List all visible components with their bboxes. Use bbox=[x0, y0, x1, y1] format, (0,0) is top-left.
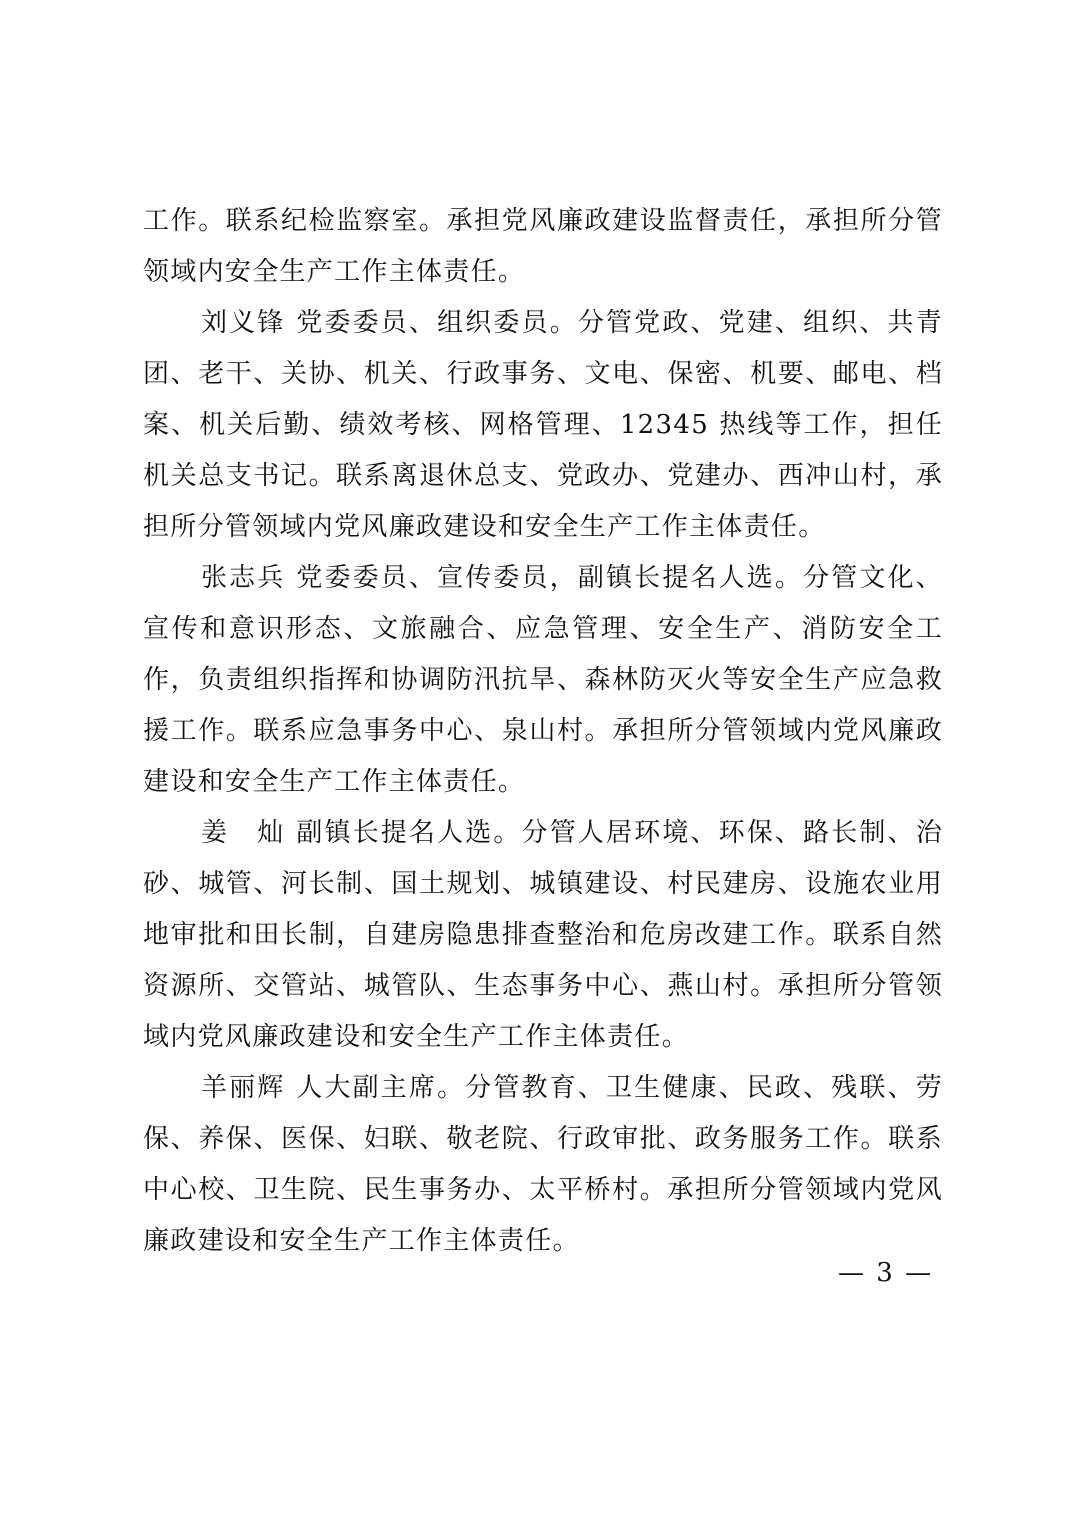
official-name: 姜 灿 bbox=[201, 818, 286, 848]
paragraph-text: 工作。联系纪检监察室。承担党风廉政建设监督责任，承担所分管领域内安全生产工作主体责任。 bbox=[143, 206, 943, 287]
paragraph-text: 党委委员、宣传委员，副镇长提名人选。分管文化、宣传和意识形态、文旅融合、应急管理、安全生产、消防安全工作，负责组织指挥和协调防汛抗旱、森林防灭火等安全生产应急救援工作。联系应急事务中心、泉山村。承担所分管领域内党风廉政建设和安全生产工作主体责任。 bbox=[143, 563, 943, 797]
paragraph-zhang-zhibing bbox=[143, 553, 943, 808]
paragraph-yang-lihui bbox=[143, 1063, 943, 1267]
official-name: 张志兵 bbox=[201, 563, 286, 593]
paragraph-jiang-can bbox=[143, 808, 943, 1063]
paragraph-text: 党委委员、组织委员。分管党政、党建、组织、共青团、老干、关协、机关、行政事务、文电、保密、机要、邮电、档案、机关后勤、绩效考核、网格管理、12345 热线等工作，担任机关总支书记。联系离退休总支、党政办、党建办、西冲山村，承担所分管领域内党风廉政建设和安全生产工作主体责任。 bbox=[143, 308, 943, 542]
paragraph-liu-yifeng bbox=[143, 298, 943, 553]
paragraph-text: 副镇长提名人选。分管人居环境、环保、路长制、治砂、城管、河长制、国土规划、城镇建设、村民建房、设施农业用地审批和田长制，自建房隐患排查整治和危房改建工作。联系自然资源所、交管站、城管队、生态事务中心、燕山村。承担所分管领域内党风廉政建设和安全生产工作主体责任。 bbox=[143, 818, 943, 1052]
paragraph-continuation bbox=[143, 196, 943, 298]
paragraph-text: 人大副主席。分管教育、卫生健康、民政、残联、劳保、养保、医保、妇联、敬老院、行政审批、政务服务工作。联系中心校、卫生院、民生事务办、太平桥村。承担所分管领域内党风廉政建设和安全生产工作主体责任。 bbox=[143, 1073, 943, 1256]
official-name: 刘义锋 bbox=[201, 308, 286, 338]
official-name: 羊丽辉 bbox=[201, 1073, 286, 1103]
document-body bbox=[143, 196, 943, 1267]
page-number: — 3 — bbox=[838, 1258, 934, 1288]
